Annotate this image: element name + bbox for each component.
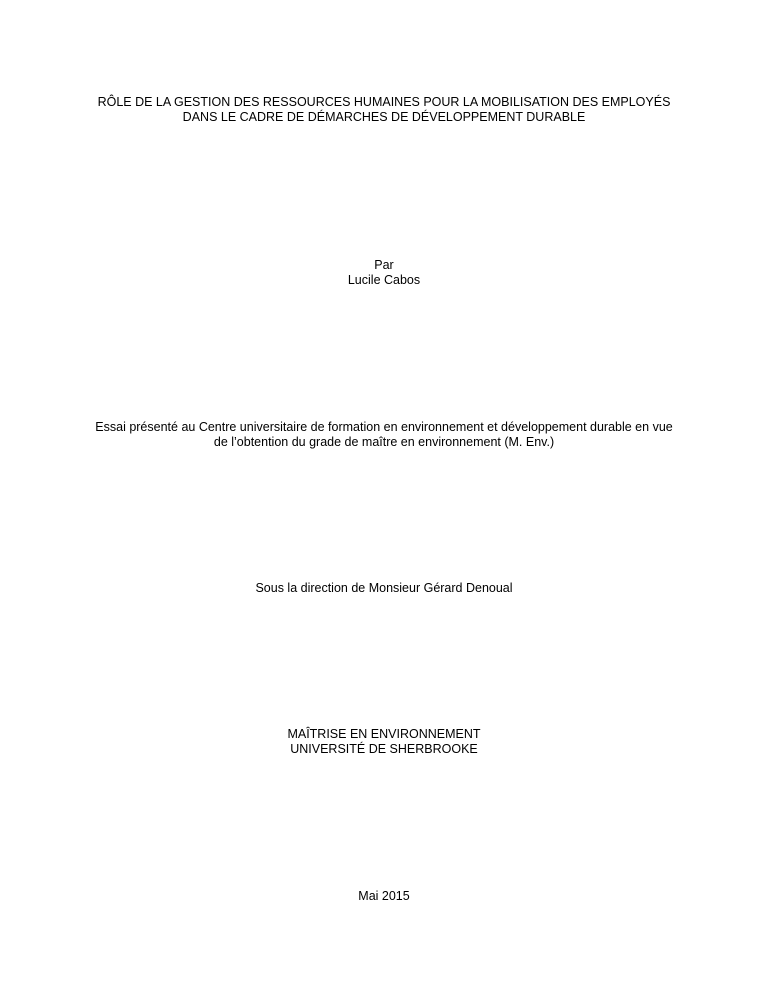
university-name: UNIVERSITÉ DE SHERBROOKE (290, 742, 478, 756)
document-title (0, 95, 768, 125)
author-section (0, 258, 768, 288)
essay-line-1: Essai présenté au Centre universitaire de formation en environnement et développement durable en vue (95, 420, 673, 434)
author-name: Lucile Cabos (347, 273, 421, 287)
publication-date: Mai 2015 (358, 889, 410, 903)
by-label: Par (374, 258, 394, 272)
title-line-2: DANS LE CADRE DE DÉMARCHES DE DÉVELOPPEMENT DURABLE (182, 110, 586, 124)
director-section (0, 581, 768, 596)
essay-description (0, 420, 768, 450)
essay-line-2: de l’obtention du grade de maître en environnement (M. Env.) (213, 435, 555, 449)
degree-section (0, 727, 768, 757)
date-section (0, 889, 768, 904)
director-text: Sous la direction de Monsieur Gérard Denoual (255, 581, 513, 595)
title-line-1: RÔLE DE LA GESTION DES RESSOURCES HUMAINES POUR LA MOBILISATION DES EMPLOYÉS (97, 95, 671, 109)
degree-program: MAÎTRISE EN ENVIRONNEMENT (287, 727, 481, 741)
